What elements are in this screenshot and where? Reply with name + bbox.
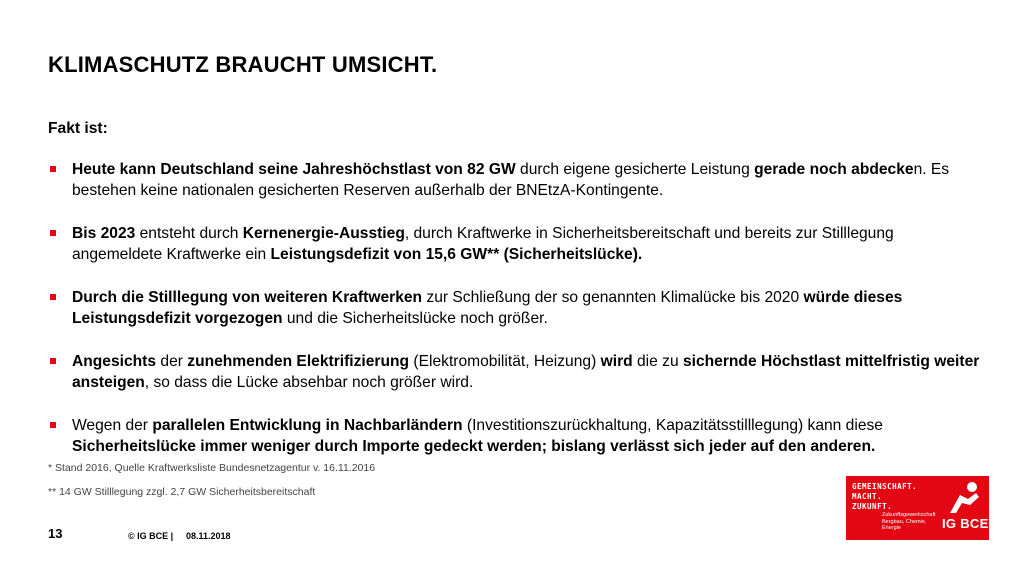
bullet-item — [48, 159, 988, 201]
bullet-text-regular: , durch Kraftwerke in Sicherheitsbereitschaft und bereits zur Stilllegung angemeldete Kraftwerke ein — [72, 225, 894, 263]
slide-content — [48, 118, 988, 479]
page-number: 13 — [48, 526, 63, 541]
slide-title: KLIMASCHUTZ BRAUCHT UMSICHT. — [48, 52, 438, 77]
bullet-text — [72, 289, 902, 327]
bullet-text-regular: entsteht durch — [135, 225, 243, 242]
ig-bce-logo — [846, 476, 989, 540]
bullet-text-regular: , so dass die Lücke absehbar noch größer wird. — [144, 374, 474, 391]
bullet-text-bold: gerade noch abdecke — [754, 161, 914, 178]
bullet-square-icon — [50, 166, 56, 172]
bullet-text-bold: Durch die Stilllegung von weiteren Kraftwerken — [72, 289, 423, 306]
logo-claim-line: ZUKUNFT. — [852, 502, 893, 511]
bullet-text-bold: Kernenergie-Ausstieg — [242, 225, 405, 242]
bullet-text-regular: der — [156, 353, 188, 370]
bullet-item — [48, 351, 988, 393]
bullet-square-icon — [50, 422, 56, 428]
logo-claim-line: GEMEINSCHAFT. — [852, 482, 918, 491]
bullet-text — [72, 161, 949, 199]
logo-brand: IG BCE — [942, 516, 989, 531]
bullet-square-icon — [50, 294, 56, 300]
logo-figure-icon — [946, 481, 982, 515]
bullet-item — [48, 415, 988, 457]
bullet-text — [72, 353, 979, 391]
footer-date: 08.11.2018 — [186, 531, 231, 541]
bullet-text-regular: (Investitionszurückhaltung, Kapazitätsstilllegung) kann diese — [462, 417, 883, 434]
bullet-text-bold: Bis 2023 — [72, 225, 136, 242]
bullet-text-regular: und die Sicherheitslücke noch größer. — [282, 310, 548, 327]
bullet-text-bold: würde dieses Leistungsdefizit vorgezogen — [72, 289, 903, 327]
bullet-text-regular: Wegen der — [72, 417, 153, 434]
bullet-text-regular: zur Schließung der so genannten Klimalücke bis 2020 — [422, 289, 804, 306]
bullet-item — [48, 287, 988, 329]
bullet-list — [48, 159, 988, 457]
bullet-text-bold: Leistungsdefizit von 15,6 GW** (Sicherheitslücke). — [270, 246, 643, 263]
intro-heading: Fakt ist: — [48, 120, 108, 137]
bullet-text — [72, 417, 883, 455]
bullet-text-bold: zunehmenden Elektrifizierung — [187, 353, 410, 370]
bullet-text-bold: Angesichts — [72, 353, 157, 370]
bullet-square-icon — [50, 230, 56, 236]
bullet-text-regular: die zu — [632, 353, 683, 370]
bullet-text-bold: sichernde Höchstlast mittelfristig weiter ansteigen — [72, 353, 980, 391]
bullet-text-bold: Heute kann Deutschland seine Jahreshöchstlast von 82 GW — [72, 161, 516, 178]
bullet-text-regular: n. Es bestehen keine nationalen gesicherten Reserven außerhalb der BNEtzA-Kontingente. — [72, 161, 950, 199]
bullet-text-bold: parallelen Entwicklung in Nachbarländern — [152, 417, 463, 434]
logo-subtitle-line: Zukunftsgewerkschaft — [882, 512, 936, 518]
logo-subtitle-line: Bergbau, Chemie, Energie — [882, 518, 927, 531]
bullet-text-regular: durch eigene gesicherte Leistung — [515, 161, 755, 178]
bullet-square-icon — [50, 358, 56, 364]
bullet-text-bold: Sicherheitslücke immer weniger durch Importe gedeckt werden; bislang verlässt sich jeder auf den anderen. — [72, 438, 876, 455]
bullet-text-bold: wird — [600, 353, 633, 370]
logo-claim — [852, 482, 917, 512]
bullet-text-regular: (Elektromobilität, Heizung) — [409, 353, 601, 370]
bullet-item — [48, 223, 988, 265]
footnote-2: ** 14 GW Stilllegung zzgl. 2,7 GW Sicherheitsbereitschaft — [48, 486, 316, 498]
logo-subtitle — [882, 512, 942, 532]
logo-claim-line: MACHT. — [852, 492, 883, 501]
bullet-text — [72, 225, 894, 263]
footnote-1: * Stand 2016, Quelle Kraftwerksliste Bundesnetzagentur v. 16.11.2016 — [48, 462, 376, 474]
copyright: © IG BCE | — [128, 531, 174, 541]
